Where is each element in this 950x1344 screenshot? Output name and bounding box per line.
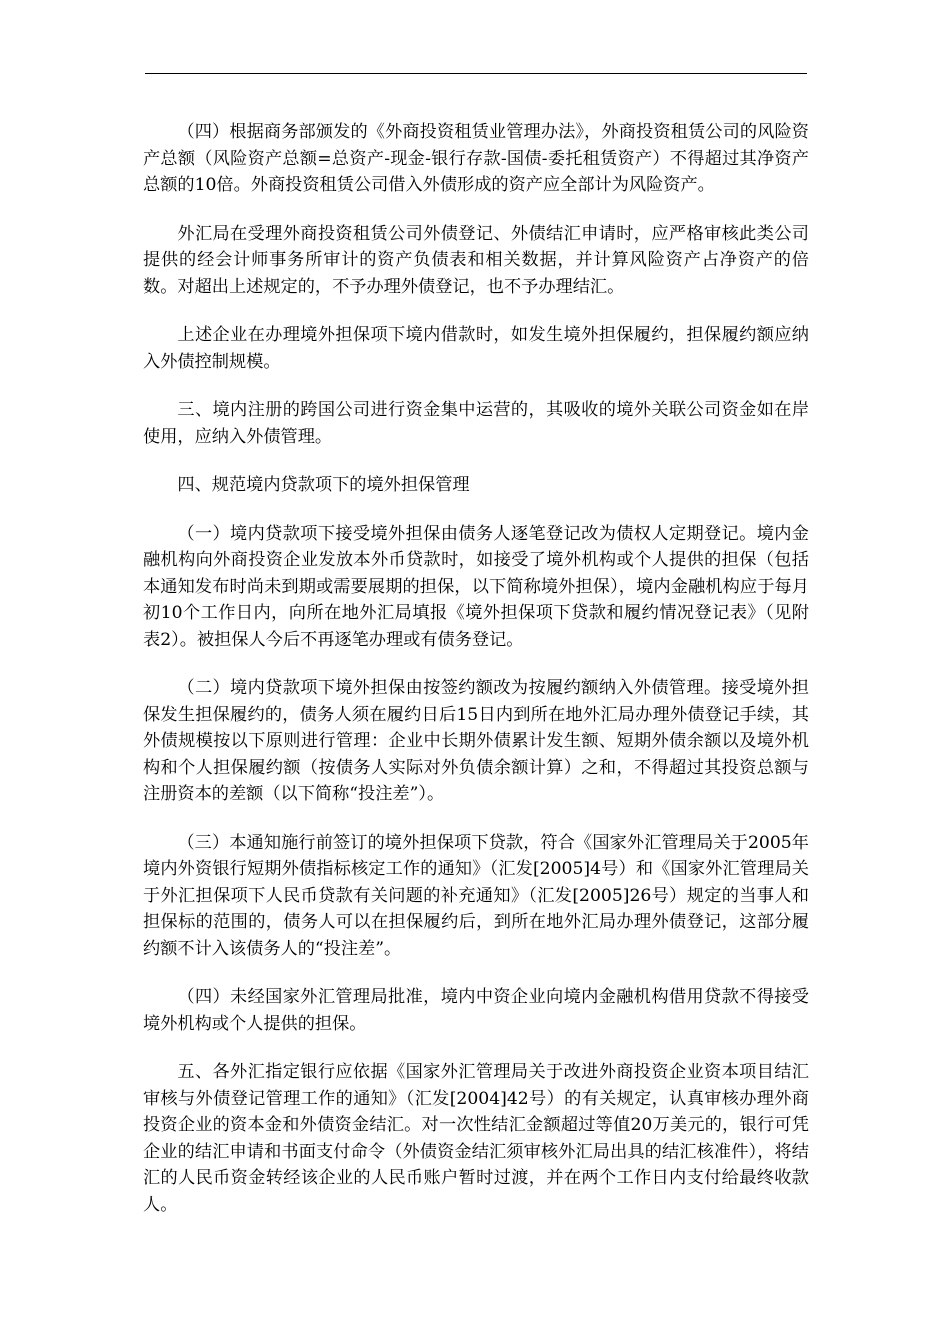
document-body [143,119,809,1240]
paragraph-four-item-one: （一）境内贷款项下接受境外担保由债务人逐笔登记改为债权人定期登记。境内金融机构向外商投资企业发放本外币贷款时，如接受了境外机构或个人提供的担保（包括本通知发布时尚未到期或需要展期的担保，以下简称境外担保），境内金融机构应于每月初10个工作日内，向所在地外汇局填报《境外担保项下贷款和履约情况登记表》（见附表2）。被担保人今后不再逐笔办理或有债务登记。 [143,523,809,650]
paragraph-guarantee-performance: 上述企业在办理境外担保项下境内借款时，如发生境外担保履约，担保履约额应纳入外债控制规模。 [143,325,809,372]
paragraph-fx-bureau-review: 外汇局在受理外商投资租赁公司外债登记、外债结汇申请时，应严格审核此类公司提供的经会计师事务所审计的资产负债表和相关数据，并计算风险资产占净资产的倍数。对超出上述规定的，不予办理外债登记，也不予办理结汇。 [143,223,809,297]
header-rule [145,73,807,74]
paragraph-leasing-risk-assets: （四）根据商务部颁发的《外商投资租赁业管理办法》，外商投资租赁公司的风险资产总额（风险资产总额=总资产-现金-银行存款-国债-委托租赁资产）不得超过其净资产总额的10倍。外商投资租赁公司借入外债形成的资产应全部计为风险资产。 [143,122,809,195]
section-heading-four: 四、规范境内贷款项下的境外担保管理 [177,475,470,495]
paragraph-section-five: 五、各外汇指定银行应依据《国家外汇管理局关于改进外商投资企业资本项目结汇审核与外债登记管理工作的通知》（汇发[2004]42号）的有关规定，认真审核办理外商投资企业的资本金和外债资金结汇。对一次性结汇金额超过等值20万美元的，银行可凭企业的结汇申请和书面支付命令（外债资金结汇须审核外汇局出具的结汇核准件），将结汇的人民币资金转经该企业的人民币账户暂时过渡，并在两个工作日内支付给最终收款人。 [143,1062,809,1215]
paragraph-four-item-two: （二）境内贷款项下境外担保由按签约额改为按履约额纳入外债管理。接受境外担保发生担保履约的，债务人须在履约日后15日内到所在地外汇局办理外债登记手续，其外债规模按以下原则进行管理：企业中长期外债累计发生额、短期外债余额以及境外机构和个人担保履约额（按债务人实际对外负债余额计算）之和，不得超过其投资总额与注册资本的差额（以下简称“投注差”）。 [143,678,809,804]
paragraph-section-three: 三、境内注册的跨国公司进行资金集中运营的，其吸收的境外关联公司资金如在岸使用，应纳入外债管理。 [143,400,809,447]
paragraph-four-item-four: （四）未经国家外汇管理局批准，境内中资企业向境内金融机构借用贷款不得接受境外机构或个人提供的担保。 [143,987,809,1034]
paragraph-four-item-three: （三）本通知施行前签订的境外担保项下贷款，符合《国家外汇管理局关于2005年境内外资银行短期外债指标核定工作的通知》（汇发[2005]4号）和《国家外汇管理局关于外汇担保项下人民币贷款有关问题的补充通知》（汇发[2005]26号）规定的当事人和担保标的范围的，债务人可以在担保履约后，到所在地外汇局办理外债登记，这部分履约额不计入该债务人的“投注差”。 [143,832,809,959]
